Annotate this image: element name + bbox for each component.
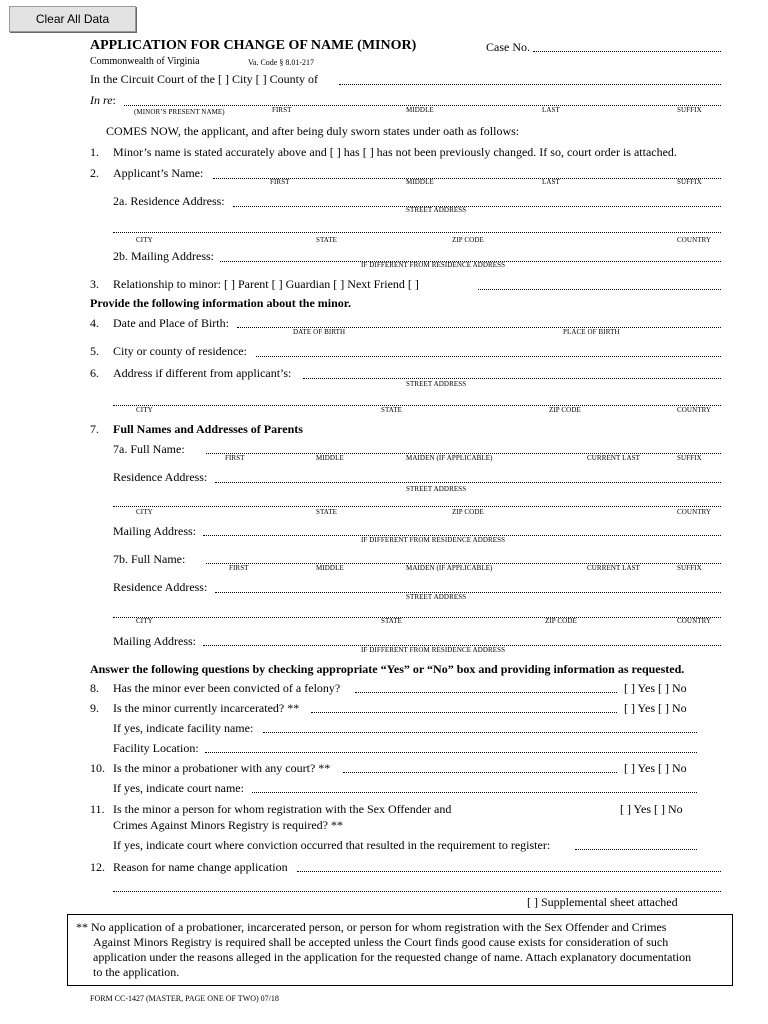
probationer-question: Is the minor a probationer with any court? ** — [113, 761, 331, 775]
item-number: 9. — [90, 701, 99, 715]
residence-address-label: 2a. Residence Address: — [113, 194, 225, 208]
parent-b-name-label: 7b. Full Name: — [113, 552, 186, 566]
if-different-label: IF DIFFERENT FROM RESIDENCE ADDRESS — [361, 536, 506, 544]
minor-city-state-field[interactable] — [113, 405, 721, 406]
dot-leader — [355, 692, 617, 693]
facility-name-field[interactable] — [263, 732, 697, 733]
provide-heading: Provide the following information about the minor. — [90, 296, 352, 310]
in-re-label: In re: — [90, 93, 116, 107]
reason-label: Reason for name change application — [113, 860, 288, 874]
item-number: 2. — [90, 166, 99, 180]
middle-label: MIDDLE — [316, 454, 344, 462]
birth-label: Date and Place of Birth: — [113, 316, 229, 330]
commonwealth-label: Commonwealth of Virginia — [90, 56, 200, 67]
facility-name-label: If yes, indicate facility name: — [113, 721, 254, 735]
felony-yes-no[interactable]: [ ] Yes [ ] No — [624, 681, 687, 695]
place-of-birth-label: PLACE OF BIRTH — [563, 328, 620, 336]
parent-b-street-field[interactable] — [215, 592, 721, 593]
city-label: CITY — [136, 406, 153, 414]
residence-county-label: City or county of residence: — [113, 344, 247, 358]
item-number: 11. — [90, 802, 105, 816]
zip-label: ZIP CODE — [549, 406, 581, 414]
residence-street-field[interactable] — [233, 206, 721, 207]
item-number: 6. — [90, 366, 99, 380]
incarcerated-question: Is the minor currently incarcerated? ** — [113, 701, 300, 715]
middle-label: MIDDLE — [406, 178, 434, 186]
comes-now-text: COMES NOW, the applicant, and after being duly sworn states under oath as follows: — [106, 124, 520, 138]
item-number: 10. — [90, 761, 105, 775]
city-label: CITY — [136, 508, 153, 516]
state-label: STATE — [381, 406, 402, 414]
country-label: COUNTRY — [677, 508, 712, 516]
item-number: 12. — [90, 860, 105, 874]
current-last-label: CURRENT LAST — [587, 564, 640, 572]
if-different-label: IF DIFFERENT FROM RESIDENCE ADDRESS — [361, 261, 506, 269]
country-label: COUNTRY — [677, 617, 712, 625]
item-number: 3. — [90, 277, 99, 291]
note-line-3: application under the reasons alleged in the application for the requested change of name. Attach explanatory documentation — [93, 950, 692, 964]
court-name-field[interactable] — [252, 792, 697, 793]
parent-a-residence-label: Residence Address: — [113, 470, 208, 484]
date-of-birth-label: DATE OF BIRTH — [293, 328, 346, 336]
parents-heading: Full Names and Addresses of Parents — [113, 422, 303, 436]
state-label: STATE — [316, 236, 337, 244]
last-label: LAST — [542, 106, 560, 114]
minors-present-name-label: (MINOR’S PRESENT NAME) — [134, 108, 225, 116]
state-label: STATE — [316, 508, 337, 516]
middle-label: MIDDLE — [406, 106, 434, 114]
dot-leader — [343, 772, 617, 773]
relationship-label: Relationship to minor: [ ] Parent [ ] Guardian [ ] Next Friend [ ] — [113, 277, 419, 291]
first-label: FIRST — [229, 564, 249, 572]
case-no-label: Case No. — [486, 40, 530, 54]
item-number: 4. — [90, 316, 99, 330]
reason-field[interactable] — [297, 871, 721, 872]
zip-label: ZIP CODE — [545, 617, 577, 625]
applicant-name-label: Applicant’s Name: — [113, 166, 204, 180]
suffix-label: SUFFIX — [677, 106, 702, 114]
if-different-label: IF DIFFERENT FROM RESIDENCE ADDRESS — [361, 646, 506, 654]
street-address-label: STREET ADDRESS — [406, 485, 467, 493]
zip-label: ZIP CODE — [452, 508, 484, 516]
felony-question: Has the minor ever been convicted of a felony? — [113, 681, 341, 695]
court-name-label: If yes, indicate court name: — [113, 781, 244, 795]
note-line-4: to the application. — [93, 965, 180, 979]
middle-label: MIDDLE — [316, 564, 344, 572]
registry-yes-no[interactable]: [ ] Yes [ ] No — [620, 802, 683, 816]
item-number: 5. — [90, 344, 99, 358]
item-1-text: Minor’s name is stated accurately above and [ ] has [ ] has not been previously changed. If so, court order is attached. — [113, 145, 677, 159]
form-title: APPLICATION FOR CHANGE OF NAME (MINOR) — [90, 38, 417, 53]
item-number: 8. — [90, 681, 99, 695]
zip-label: ZIP CODE — [452, 236, 484, 244]
parent-b-city-state-field[interactable] — [113, 617, 721, 618]
minor-street-field[interactable] — [303, 378, 721, 379]
city-label: CITY — [136, 236, 153, 244]
parent-b-mailing-label: Mailing Address: — [113, 634, 196, 648]
country-label: COUNTRY — [677, 406, 712, 414]
code-reference: Va. Code § 8.01-217 — [248, 58, 314, 67]
note-line-1: ** No application of a probationer, incarcerated person, or person for whom registration with the Sex Offender and Crimes — [76, 920, 667, 934]
registry-court-label: If yes, indicate court where conviction occurred that resulted in the requirement to register: — [113, 838, 551, 852]
street-address-label: STREET ADDRESS — [406, 206, 467, 214]
city-label: CITY — [136, 617, 153, 625]
current-last-label: CURRENT LAST — [587, 454, 640, 462]
minor-address-label: Address if different from applicant’s: — [113, 366, 292, 380]
incarcerated-yes-no[interactable]: [ ] Yes [ ] No — [624, 701, 687, 715]
parent-a-mailing-label: Mailing Address: — [113, 524, 196, 538]
court-county-field[interactable] — [339, 84, 721, 85]
parent-a-name-label: 7a. Full Name: — [113, 442, 185, 456]
suffix-label: SUFFIX — [677, 454, 702, 462]
street-address-label: STREET ADDRESS — [406, 380, 467, 388]
answer-heading: Answer the following questions by checking appropriate “Yes” or “No” box and providing information as requested. — [90, 662, 685, 676]
suffix-label: SUFFIX — [677, 564, 702, 572]
first-label: FIRST — [270, 178, 290, 186]
note-line-2: Against Minors Registry is required shall be accepted unless the Court finds good cause exists for consideration of such — [93, 935, 669, 949]
country-label: COUNTRY — [677, 236, 712, 244]
residence-city-state-field[interactable] — [113, 232, 721, 233]
supplemental-checkbox[interactable]: [ ] Supplemental sheet attached — [527, 895, 678, 909]
dot-leader — [311, 712, 617, 713]
first-label: FIRST — [272, 106, 292, 114]
maiden-label: MAIDEN (IF APPLICABLE) — [406, 564, 493, 572]
registry-court-field[interactable] — [575, 849, 697, 850]
registry-question-line1: Is the minor a person for whom registration with the Sex Offender and — [113, 802, 452, 816]
relationship-other-field[interactable] — [478, 289, 721, 290]
facility-location-label: Facility Location: — [113, 741, 199, 755]
parent-b-residence-label: Residence Address: — [113, 580, 208, 594]
item-number: 7. — [90, 422, 99, 436]
mailing-address-label: 2b. Mailing Address: — [113, 249, 214, 263]
facility-location-field[interactable] — [205, 752, 697, 753]
form-footer: FORM CC-1427 (MASTER, PAGE ONE OF TWO) 07/18 — [90, 994, 279, 1003]
residence-county-field[interactable] — [256, 356, 721, 357]
clear-all-data-button[interactable]: Clear All Data — [9, 6, 136, 32]
state-label: STATE — [381, 617, 402, 625]
parent-a-city-state-field[interactable] — [113, 506, 721, 507]
parent-a-street-field[interactable] — [215, 482, 721, 483]
last-label: LAST — [542, 178, 560, 186]
item-number: 1. — [90, 145, 99, 159]
first-label: FIRST — [225, 454, 245, 462]
suffix-label: SUFFIX — [677, 178, 702, 186]
court-line: In the Circuit Court of the [ ] City [ ] County of — [90, 72, 318, 86]
reason-field-line2[interactable] — [113, 891, 721, 892]
case-no-field[interactable] — [533, 51, 721, 52]
maiden-label: MAIDEN (IF APPLICABLE) — [406, 454, 493, 462]
probationer-yes-no[interactable]: [ ] Yes [ ] No — [624, 761, 687, 775]
street-address-label: STREET ADDRESS — [406, 593, 467, 601]
registry-question-line2: Crimes Against Minors Registry is required? ** — [113, 818, 343, 832]
